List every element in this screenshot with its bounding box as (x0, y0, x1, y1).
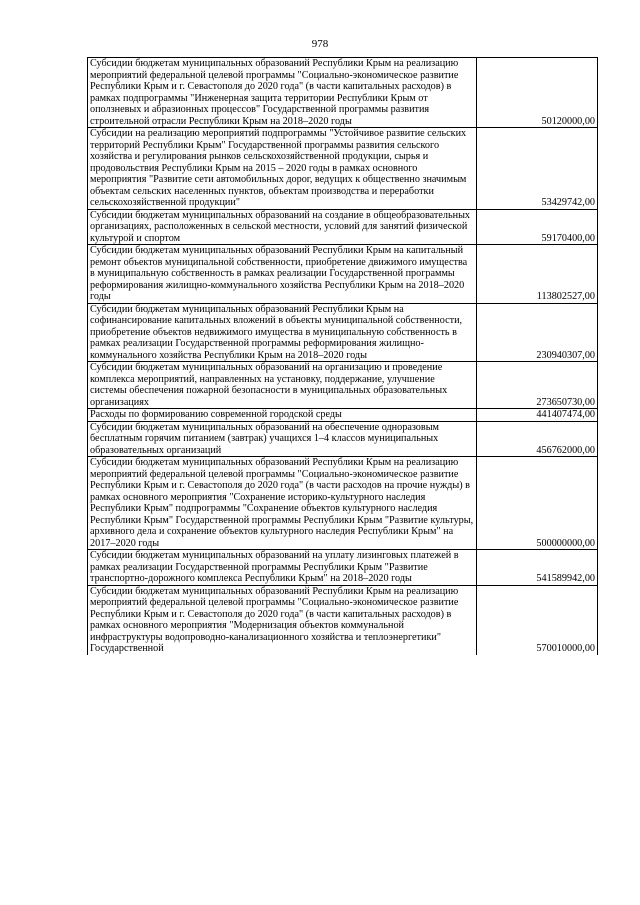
row-description: Субсидии бюджетам муниципальных образований Республики Крым на реализацию мероприятий федеральной целевой программы "Социально-экономическое развитие Республики Крым и г. Севастополя до 2020 года" (в части капитальных расходов) в рамках подпрограммы "Инженерная защита территории Республики Крым от оползневых и абразионных процессов" Государственной программы развития строительной отрасли Республики Крым на 2018–2020 годы (88, 58, 477, 128)
table-row (88, 421, 598, 457)
table-row (88, 303, 598, 362)
table-row (88, 58, 598, 128)
row-description: Субсидии бюджетам муниципальных образований Республики Крым на реализацию мероприятий федеральной целевой программы "Социально-экономическое развитие Республики Крым и г. Севастополя до 2020 года" (в части капитальных расходов) в рамках основного мероприятия "Модернизация объектов коммунальной инфраструктуры водопроводно-канализационного хозяйства и теплоэнергетики" Государственной (88, 585, 477, 655)
row-description: Субсидии бюджетам муниципальных образований на создание в общеобразовательных организациях, расположенных в сельской местности, условий для занятий физической культурой и спортом (88, 209, 477, 245)
table-row (88, 585, 598, 655)
row-description: Расходы по формированию современной городской среды (88, 409, 477, 422)
row-amount: 113802527,00 (477, 245, 598, 304)
table-row (88, 245, 598, 304)
row-description: Субсидии бюджетам муниципальных образований на уплату лизинговых платежей в рамках реализации Государственной программы Республики Крым "Развитие транспортно-дорожного комплекса Республики Крым" на 2018–2020 годы (88, 550, 477, 586)
row-description: Субсидии на реализацию мероприятий подпрограммы "Устойчивое развитие сельских территорий Республики Крым" Государственной программы развития сельского хозяйства и регулирования рынков сельскохозяйственной продукции, сырья и продовольствия Республики Крым на 2015 – 2020 годы в рамках основного мероприятия "Развитие сети автомобильных дорог, ведущих к общественно значимым объектам сельских населенных пунктов, объектам производства и переработки сельскохозяйственной продукции" (88, 128, 477, 210)
row-amount: 230940307,00 (477, 303, 598, 362)
row-amount: 273650730,00 (477, 362, 598, 409)
row-amount: 441407474,00 (477, 409, 598, 422)
page-number: 978 (311, 38, 329, 50)
row-amount: 541589942,00 (477, 550, 598, 586)
table-row (88, 550, 598, 586)
table-row (88, 128, 598, 210)
table-row (88, 457, 598, 550)
row-description: Субсидии бюджетам муниципальных образований на обеспечение одноразовым бесплатным горячим питанием (завтрак) учащихся 1–4 классов муниципальных образовательных организаций (88, 421, 477, 457)
table-row (88, 209, 598, 245)
row-description: Субсидии бюджетам муниципальных образований Республики Крым на капитальный ремонт объектов муниципальной собственности, приобретение движимого имущества в муниципальную собственность в рамках реализации Государственной программы реформирования жилищно-коммунального хозяйства Республики Крым на 2018–2020 годы (88, 245, 477, 304)
row-amount: 456762000,00 (477, 421, 598, 457)
row-amount: 570010000,00 (477, 585, 598, 655)
row-description: Субсидии бюджетам муниципальных образований Республики Крым на реализацию мероприятий федеральной целевой программы "Социально-экономическое развитие Республики Крым и г. Севастополя до 2020 года" (в части расходов на прочие нужды) в рамках основного мероприятия "Сохранение историко-культурного наследия Республики Крым" подпрограммы "Сохранение объектов культурного наследия Республики Крым" Государственной программы Республики Крым "Развитие культуры, архивного дела и сохранение объектов культурного наследия Республики Крым" на 2017–2020 годы (88, 457, 477, 550)
row-amount: 50120000,00 (477, 58, 598, 128)
table-row (88, 362, 598, 409)
row-description: Субсидии бюджетам муниципальных образований на организацию и проведение комплекса мероприятий, направленных на установку, поддержание, улучшение системы обеспечения пожарной безопасности в муниципальных образовательных организациях (88, 362, 477, 409)
budget-table (87, 57, 598, 655)
row-amount: 53429742,00 (477, 128, 598, 210)
row-description: Субсидии бюджетам муниципальных образований Республики Крым на софинансирование капитальных вложений в объекты муниципальной собственности, приобретение объектов недвижимого имущества в муниципальную собственность в рамках реализации Государственной программы реформирования жилищно-коммунального хозяйства Республики Крым на 2018–2020 годы (88, 303, 477, 362)
row-amount: 59170400,00 (477, 209, 598, 245)
row-amount: 500000000,00 (477, 457, 598, 550)
table-row (88, 409, 598, 422)
